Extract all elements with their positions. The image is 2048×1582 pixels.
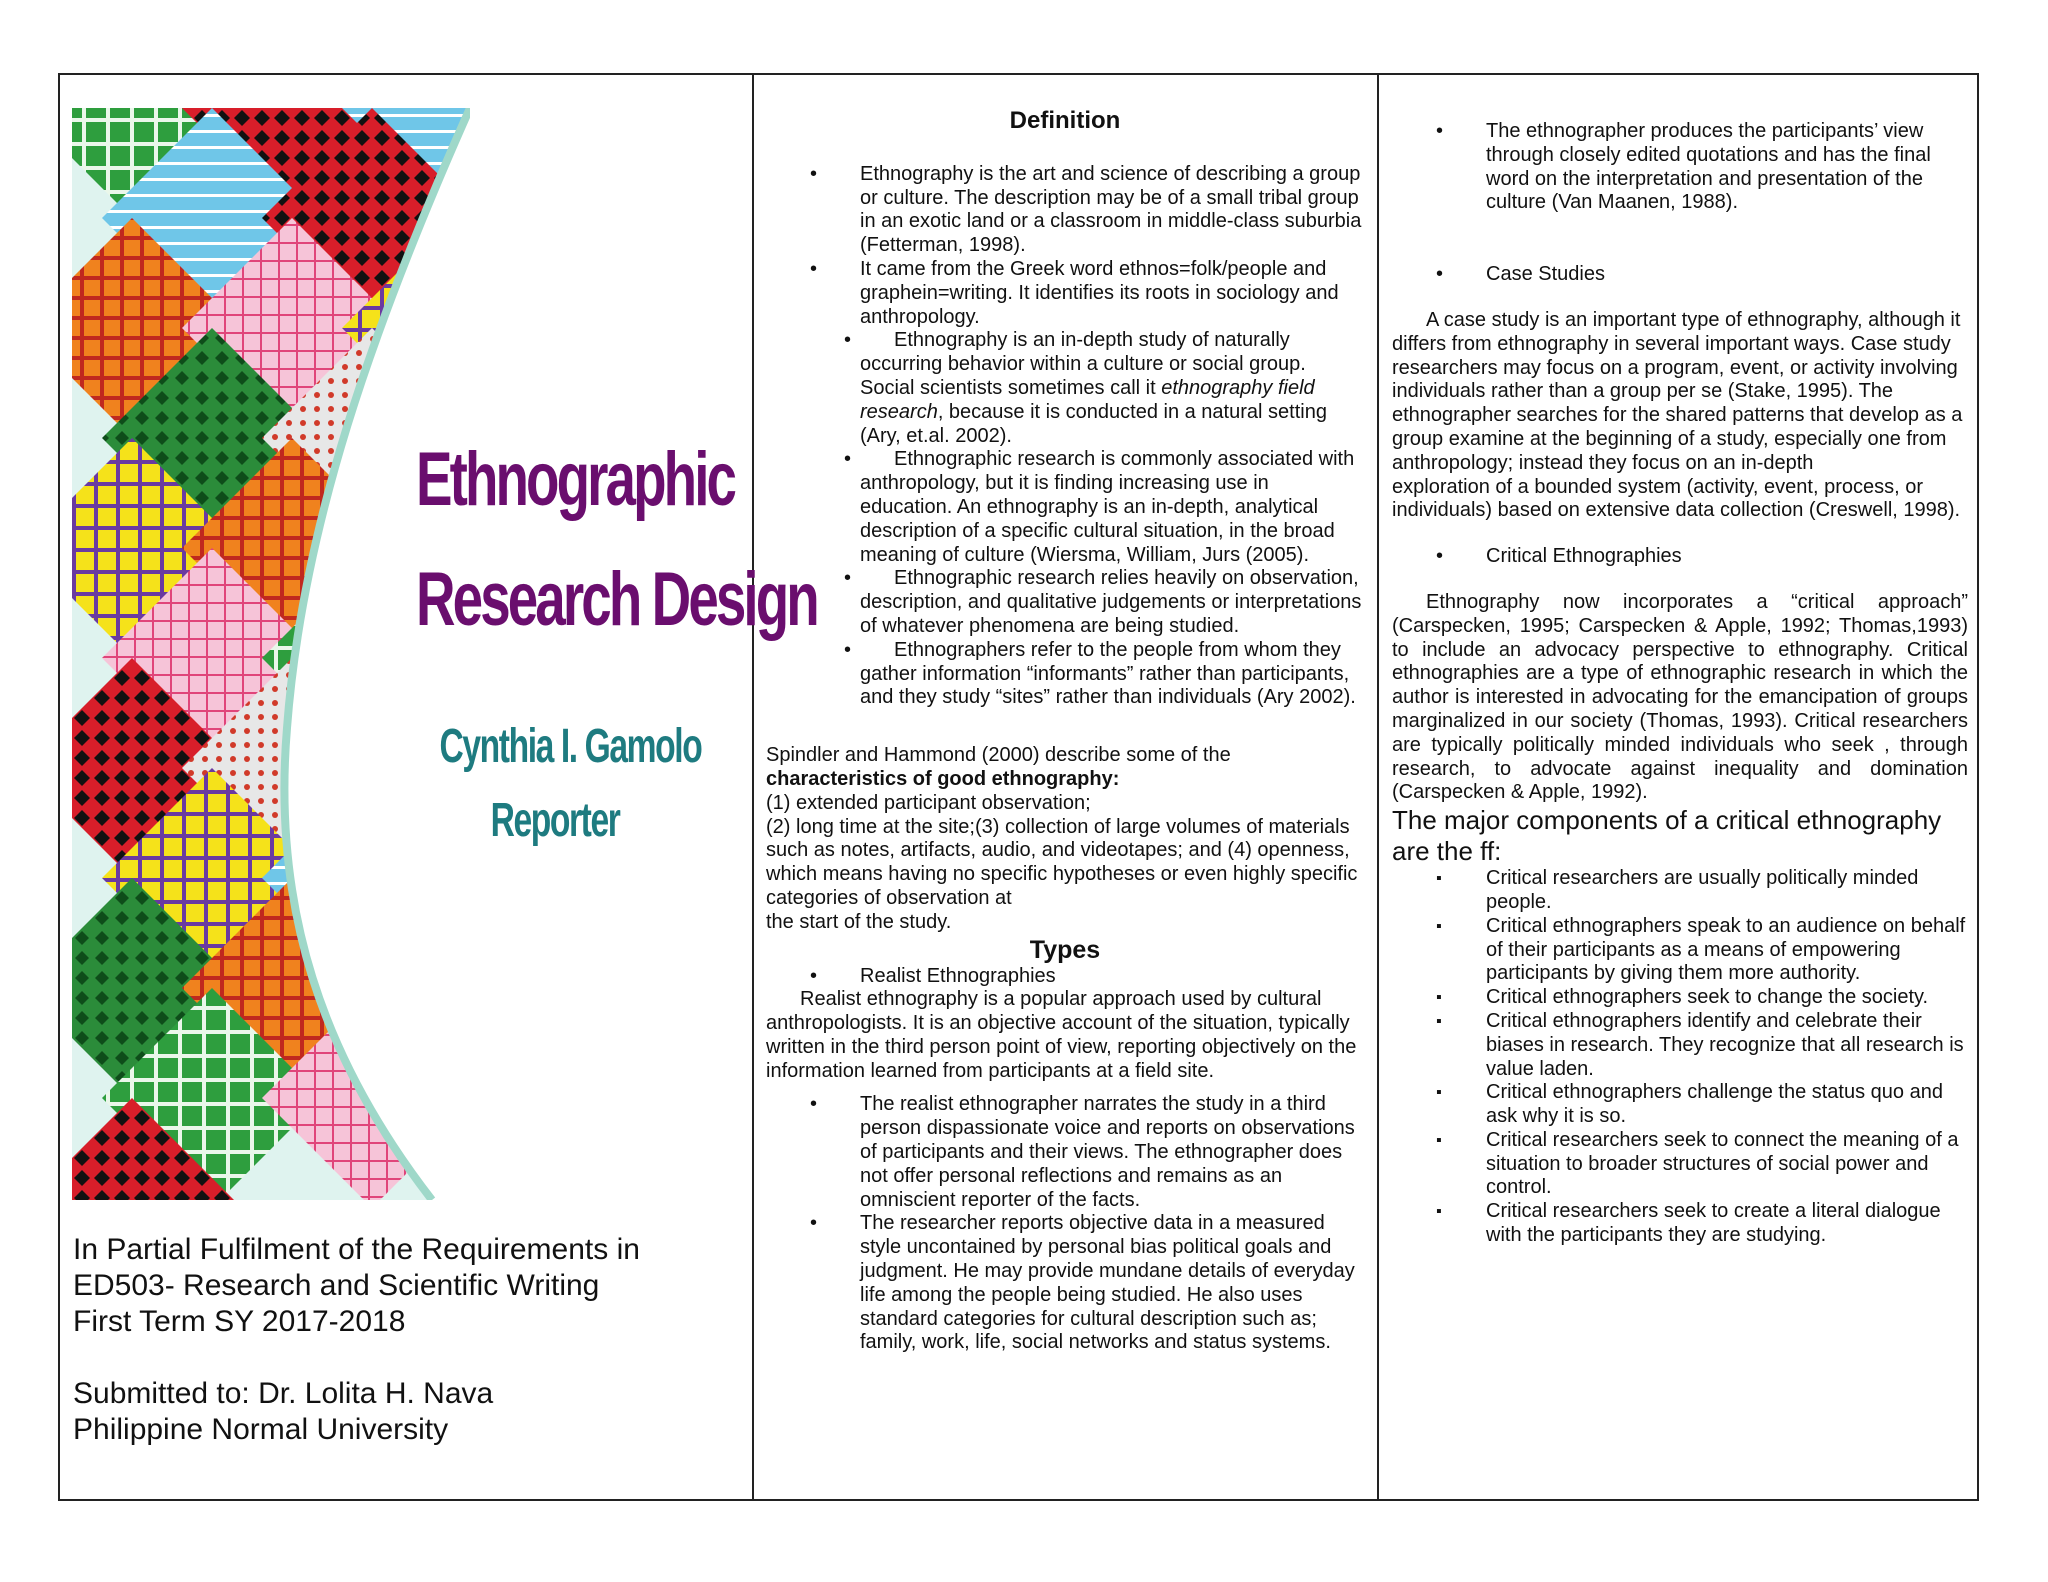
definition-item: • Ethnographic research relies heavily on observation, description, and qualitative judgements or interpretations of whatever phenomena are being studied. [766,567,1364,638]
realist-points-cont [1392,120,1968,215]
types-list [766,965,1364,989]
definition-item: • Ethnographers refer to the people from whom they gather information “informants” rather than participants, and they study “sites” rather than individuals (Ary 2002). [766,639,1364,710]
title-line-2: Research Design [416,557,817,642]
brochure-title [360,420,817,660]
course-line: ED503- Research and Scientific Writing [73,1269,600,1302]
components-list [1392,867,1968,1248]
component-item: ▪ Critical researchers seek to connect the meaning of a situation to broader structures of social power and control. [1392,1129,1968,1200]
case-study-paragraph-2: exploration of a bounded system (activity, event, process, or individuals) based on extensive data collection (Creswell, 1998). [1392,475,1961,522]
component-item: ▪ Critical ethnographers seek to change the society. [1392,986,1968,1010]
author-block [390,710,720,858]
author-role: Reporter [490,794,620,847]
definition-heading: Definition [1009,107,1121,134]
characteristic-item: the start of the study. [766,910,952,933]
column-divider-2 [1377,73,1379,1501]
components-heading: The major components of a critical ethnography are the ff: [1392,805,1942,867]
type-title-critical: • Critical Ethnographies [1392,545,1968,569]
realist-point: • The ethnographer produces the participants’ view through closely edited quotations and has the final word on the interpretation and presentation of the culture (Van Maanen, 1988). [1392,120,1968,215]
characteristics-heading: characteristics of good ethnography: [766,767,1120,790]
column-types-continued [1392,120,1968,1248]
case-study-paragraph: A case study is an important type of ethnography, although it differs from ethnography in several important ways. Case study researchers may focus on a program, event, or activity involving individuals rather than a group per se (Stake, 1995). The ethnographer searches for the shared patterns that develop as a group examine at the beginning of a study, especially one from anthropology; instead they focus on an in-depth [1392,308,1963,474]
definition-item: • Ethnography is an in-depth study of naturally occurring behavior within a culture or social group. Social scientists sometimes call it ethnography field research, because it is conducted in a natural setting (Ary, et.al. 2002). [766,329,1364,448]
definition-item: • Ethnographic research is commonly associated with anthropology, but it is finding increasing use in education. An ethnography is an in-depth, analytical description of a specific cultural situation, in the broad meaning of culture (Wiersma, William, Jurs (2005). [766,448,1364,567]
definition-item: • It came from the Greek word ethnos=folk/people and graphein=writing. It identifies its roots in sociology and anthropology. [766,258,1364,329]
university-line: Philippine Normal University [73,1413,449,1446]
component-item: ▪ Critical researchers seek to create a literal dialogue with the participants they are studying. [1392,1200,1968,1248]
component-item: ▪ Critical researchers are usually politically minded people. [1392,867,1968,915]
characteristic-item: (1) extended participant observation; [766,791,1091,814]
component-item: ▪ Critical ethnographers identify and celebrate their biases in research. They recognize that all research is value laden. [1392,1010,1968,1081]
column-definition [766,105,1364,1355]
type-title-case-study: • Case Studies [1392,263,1968,287]
title-line-1: Ethnographic [416,437,735,522]
definition-item: • Ethnography is the art and science of describing a group or culture. The description may be of a small tribal group in an exotic land or a classroom in middle-class suburbia (Fetterman, 1998). [766,163,1364,258]
submitted-to-line: Submitted to: Dr. Lolita H. Nava [73,1377,494,1410]
submission-info [73,1232,753,1448]
emphasis-term: ethnography field research [860,376,1315,423]
component-item: ▪ Critical ethnographers speak to an audience on behalf of their participants as a means of empowering participants by giving them more authority. [1392,915,1968,986]
definition-list [766,163,1364,710]
requirement-line: In Partial Fulfilment of the Requirements in [73,1233,640,1266]
characteristic-item: (2) long time at the site;(3) collection of large volumes of materials such as notes, artifacts, audio, and videotapes; and (4) openness, which means having no specific hypotheses or even highly specific categories of observation at [766,815,1358,909]
author-name: Cynthia I. Gamolo [439,720,702,773]
term-line: First Term SY 2017-2018 [73,1305,406,1338]
realist-point: • The realist ethnographer narrates the study in a third person dispassionate voice and reports on observations of participants and their views. The ethnographer does not offer personal reflections and remains as an omniscient reporter of the facts. [766,1093,1364,1212]
realist-description: Realist ethnography is a popular approach used by cultural anthropologists. It is an objective account of the situation, typically written in the third person point of view, reporting objectively on the information learned from participants at a field site. [766,988,1357,1082]
critical-paragraph: Ethnography now incorporates a “critical approach” (Carspecken, 1995; Carspecken & Apple, 1992; Thomas,1993) to include an advocacy perspective to ethnography. Critical ethnographies are a type of ethnographic research in which the author is interested in advocating for the emancipation of groups marginalized in our society (Thomas, 1993). Critical researchers are typically politically minded individuals who seek , through research, to advocate against inequality and domination (Carspecken & Apple, 1992). [1392,590,1968,804]
realist-points [766,1093,1364,1355]
component-item: ▪ Critical ethnographers challenge the status quo and ask why it is so. [1392,1081,1968,1129]
type-title-realist: • Realist Ethnographies [766,965,1364,989]
realist-point: • The researcher reports objective data in a measured style uncontained by personal bias political goals and judgment. He may provide mundane details of everyday life among the people being studied. He also uses standard categories for cultural description such as; family, work, life, social networks and status systems. [766,1212,1364,1355]
characteristics-intro: Spindler and Hammond (2000) describe some of the [766,744,1231,767]
types-heading: Types [1029,935,1101,964]
